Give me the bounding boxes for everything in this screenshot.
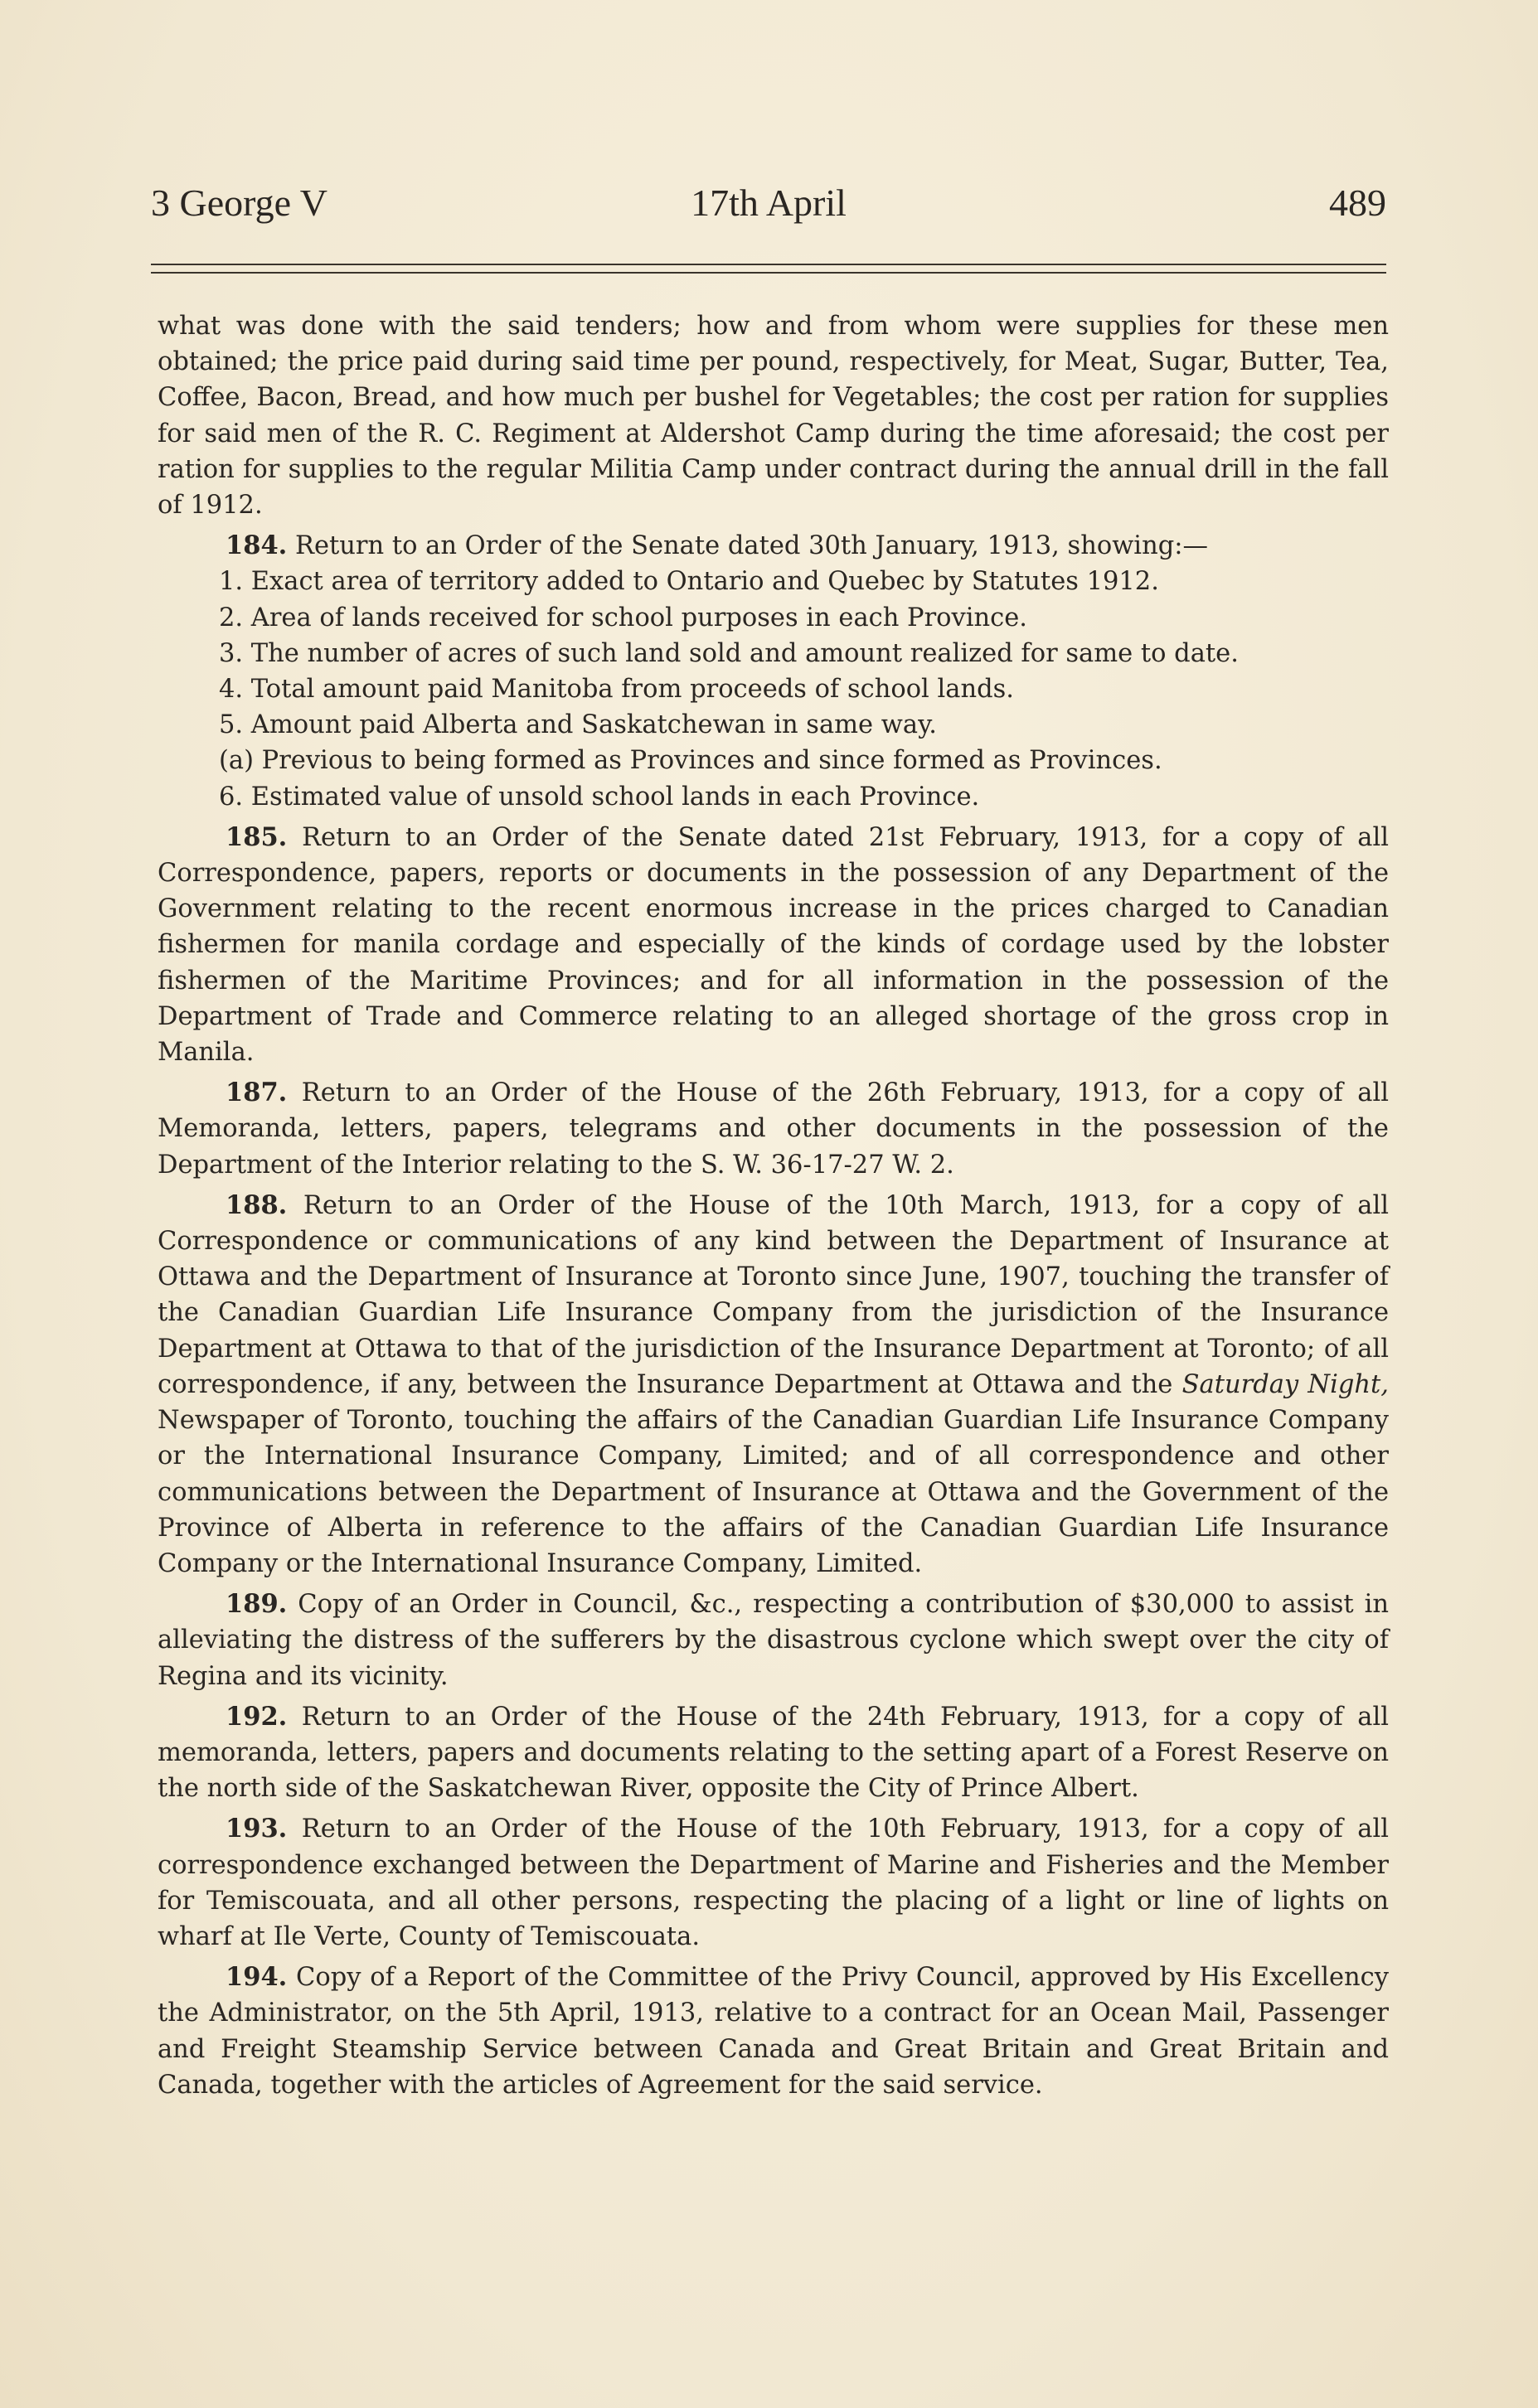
- entry-text: Return to an Order of the Senate dated 21st February, 1913, for a copy of all Correspondence, papers, reports or documents in the possession of any Department of the Government relating to the recent enormous increase in the prices charged to Canadian fishermen for manila cordage and especially of the kinds of cordage used by the lobster fishermen of the Maritime Provinces; and for all information in the possession of the Department of Trade and Commerce relating to an alleged shortage of the gross crop in Manila.: [158, 822, 1389, 1068]
- header-regnal-year: 3 George V: [151, 182, 327, 224]
- continued-paragraph: what was done with the said tenders; how and from whom were supplies for these men obtained; the price paid during said time per pound, respectively, for Meat, Sugar, Butter, Tea, Coffee, Bacon, Bread, and how much per bushel for Vegetables; the cost per ration for supplies for said men of the R. C. Regiment at Aldershot Camp during the time aforesaid; the cost per ration for supplies to the regular Militia Camp under contract during the annual drill in the fall of 1912.: [158, 312, 1389, 521]
- entry-text-part-a: Return to an Order of the House of the 10th March, 1913, for a copy of all Correspondence or communications of any kind between the Department of Insurance at Ottawa and the Department of Insurance at Toronto since June, 1907, touching the transfer of the Canadian Guardian Life Insurance Company from the jurisdiction of the Insurance Department at Ottawa to that of the jurisdiction of the Insurance Department at Toronto; of all correspondence, if any, between the Insurance Department at Ottawa and the: [158, 1190, 1389, 1399]
- entry-number: 187.: [226, 1078, 288, 1108]
- entry-194: [158, 1960, 1389, 2103]
- entry-text: Copy of an Order in Council, &c., respecting a contribution of $30,000 to assist in alleviating the distress of the sufferers by the disastrous cyclone which swept over the city of Regina and its vicinity.: [158, 1590, 1389, 1691]
- list-item: 6. Estimated value of unsold school lands in each Province.: [219, 782, 980, 812]
- entry-187: [158, 1075, 1389, 1183]
- entry-192: [158, 1699, 1389, 1807]
- entry-number: 192.: [226, 1701, 288, 1732]
- entry-text: Return to an Order of the House of the 10th February, 1913, for a copy of all correspondence exchanged between the Department of Marine and Fisheries and the Member for Temiscouata, and all other persons, respecting the placing of a light or line of lights on wharf at Ile Verte, County of Temiscouata.: [158, 1814, 1389, 1951]
- page-body: [158, 308, 1389, 2103]
- header-rule-bottom: [151, 272, 1386, 274]
- running-header: [151, 181, 1386, 239]
- entry-188: [158, 1188, 1389, 1582]
- list-item: 5. Amount paid Alberta and Saskatchewan in same way.: [219, 710, 937, 740]
- header-date: 17th April: [691, 182, 847, 224]
- list-item: 1. Exact area of territory added to Ontario and Quebec by Statutes 1912.: [219, 567, 1159, 597]
- entry-text: Return to an Order of the House of the 24th February, 1913, for a copy of all memoranda, letters, papers and documents relating to the setting apart of a Forest Reserve on the north side of the Saskatchewan River, opposite the City of Prince Albert.: [158, 1702, 1389, 1804]
- entry-184: [158, 528, 1389, 564]
- entry-text: Return to an Order of the Senate dated 30th January, 1913, showing:—: [295, 531, 1209, 561]
- entry-number: 189.: [226, 1589, 288, 1620]
- newspaper-title: Saturday Night,: [1181, 1369, 1389, 1399]
- entry-number: 185.: [226, 821, 288, 852]
- entry-number: 188.: [226, 1189, 288, 1220]
- entry-text: Copy of a Report of the Committee of the Privy Council, approved by His Excellency the Administrator, on the 5th April, 1913, relative to a contract for an Ocean Mail, Passenger and Freight Steamship Service between Canada and Great Britain and Great Britain and Canada, together with the articles of Agreement for the said service.: [158, 1963, 1389, 2100]
- header-rule-top: [151, 264, 1386, 265]
- page-number: 489: [1329, 182, 1386, 224]
- entry-185: [158, 820, 1389, 1070]
- entry-193: [158, 1811, 1389, 1955]
- entry-number: 184.: [226, 531, 288, 561]
- entry-number: 194.: [226, 1962, 288, 1993]
- list-item: (a) Previous to being formed as Provinces and since formed as Provinces.: [219, 746, 1162, 776]
- entry-text: Return to an Order of the House of the 26th February, 1913, for a copy of all Memoranda, letters, papers, telegrams and other documents in the possession of the Department of the Interior relating to the S. W. 36-17-27 W. 2.: [158, 1078, 1389, 1180]
- entry-text-part-b: Newspaper of Toronto, touching the affairs of the Canadian Guardian Life Insurance Company or the International Insurance Company, Limited; and of all correspondence and other communications between the Department of Insurance at Ottawa and the Government of the Province of Alberta in reference to the affairs of the Canadian Guardian Life Insurance Company or the International Insurance Company, Limited.: [158, 1406, 1389, 1578]
- entry-189: [158, 1587, 1389, 1694]
- list-item: 2. Area of lands received for school purposes in each Province.: [219, 603, 1027, 632]
- entry-number: 193.: [226, 1814, 288, 1844]
- list-item: 4. Total amount paid Manitoba from proceeds of school lands.: [219, 675, 1014, 705]
- list-item: 3. The number of acres of such land sold and amount realized for same to date.: [219, 638, 1239, 668]
